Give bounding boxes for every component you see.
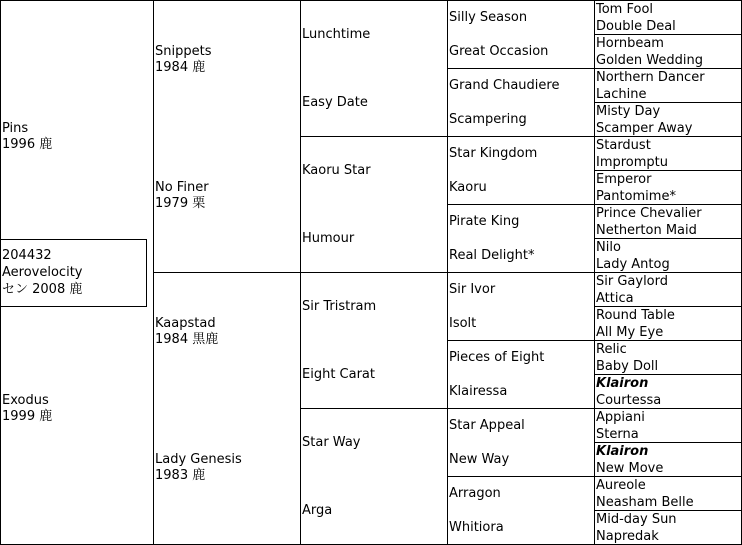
subject-sex-year-color: セン 2008 鹿 <box>2 282 83 297</box>
grid-line <box>594 34 742 35</box>
grid-line <box>594 510 742 511</box>
gen4-ancestor: Pieces of Eight <box>449 350 545 365</box>
gen5-ancestor: Baby Doll <box>596 359 659 374</box>
gen5-ancestor: Attica <box>596 291 634 306</box>
gen4-ancestor: Silly Season <box>449 10 528 25</box>
gen5-ancestor: Pantomime* <box>596 189 676 204</box>
gen3-ancestor: Sir Tristram <box>302 299 377 314</box>
gen5-ancestor-highlight: Klairon <box>596 376 649 391</box>
grid-line <box>594 102 742 103</box>
gen3-ancestor: Kaoru Star <box>302 163 371 178</box>
dam-name: Exodus <box>2 393 49 408</box>
grid-line <box>300 136 742 137</box>
gen5-ancestor: Netherton Maid <box>596 223 697 238</box>
gen4-ancestor: Whitiora <box>449 520 504 535</box>
gen2-ancestor-year: 1984 黒鹿 <box>155 332 219 347</box>
gen5-ancestor: Stardust <box>596 138 651 153</box>
gen5-ancestor: Impromptu <box>596 155 669 170</box>
gen5-ancestor: Emperor <box>596 172 652 187</box>
grid-line <box>447 476 742 477</box>
gen4-ancestor: Scampering <box>449 112 527 127</box>
gen5-ancestor: Scamper Away <box>596 121 693 136</box>
gen3-ancestor: Eight Carat <box>302 367 375 382</box>
grid-line <box>153 272 742 273</box>
sire-name: Pins <box>2 121 29 136</box>
gen3-ancestor: Star Way <box>302 435 361 450</box>
gen5-ancestor: Lachine <box>596 87 647 102</box>
gen4-ancestor: Kaoru <box>449 180 487 195</box>
grid-line <box>594 442 742 443</box>
gen5-ancestor: New Move <box>596 461 664 476</box>
gen4-ancestor: New Way <box>449 452 510 467</box>
gen5-ancestor: Sterna <box>596 427 639 442</box>
grid-line <box>0 0 1 545</box>
gen2-ancestor-year: 1979 栗 <box>155 196 206 211</box>
gen5-ancestor: Misty Day <box>596 104 661 119</box>
dam-year-color: 1999 鹿 <box>2 409 53 424</box>
gen2-ancestor-name: Kaapstad <box>155 316 216 331</box>
gen5-ancestor: Lady Antog <box>596 257 670 272</box>
gen4-ancestor: Star Appeal <box>449 418 525 433</box>
grid-line <box>594 374 742 375</box>
gen4-ancestor: Star Kingdom <box>449 146 538 161</box>
gen4-ancestor: Great Occasion <box>449 44 549 59</box>
grid-line <box>447 204 742 205</box>
gen4-ancestor: Sir Ivor <box>449 282 496 297</box>
grid-line <box>594 238 742 239</box>
gen4-ancestor: Grand Chaudiere <box>449 78 560 93</box>
gen5-ancestor: Courtessa <box>596 393 662 408</box>
gen4-ancestor: Real Delight* <box>449 248 535 263</box>
gen5-ancestor: Hornbeam <box>596 36 664 51</box>
gen5-ancestor: Prince Chevalier <box>596 206 702 221</box>
gen5-ancestor: Aureole <box>596 478 646 493</box>
grid-line <box>594 170 742 171</box>
gen5-ancestor-highlight: Klairon <box>596 444 649 459</box>
subject-id: 204432 <box>2 248 52 263</box>
gen5-ancestor: Sir Gaylord <box>596 274 669 289</box>
gen4-ancestor: Arragon <box>449 486 501 501</box>
gen5-ancestor: Northern Dancer <box>596 70 705 85</box>
subject-horse-box <box>0 239 147 307</box>
subject-name: Aerovelocity <box>2 265 83 280</box>
gen3-ancestor: Easy Date <box>302 95 368 110</box>
gen3-ancestor: Arga <box>302 503 333 518</box>
gen2-ancestor-year: 1983 鹿 <box>155 468 206 483</box>
grid-line <box>0 0 742 1</box>
gen5-ancestor: Napredak <box>596 529 659 544</box>
gen4-ancestor: Pirate King <box>449 214 520 229</box>
gen5-ancestor: Mid-day Sun <box>596 512 677 527</box>
grid-line <box>447 340 742 341</box>
gen5-ancestor: All My Eye <box>596 325 664 340</box>
sire-year-color: 1996 鹿 <box>2 137 53 152</box>
gen5-ancestor: Neasham Belle <box>596 495 694 510</box>
gen2-ancestor-name: No Finer <box>155 180 209 195</box>
gen2-ancestor-name: Lady Genesis <box>155 452 242 467</box>
gen5-ancestor: Nilo <box>596 240 621 255</box>
gen3-ancestor: Lunchtime <box>302 27 371 42</box>
gen5-ancestor: Tom Fool <box>596 2 654 17</box>
gen4-ancestor: Klairessa <box>449 384 508 399</box>
grid-line <box>300 408 742 409</box>
gen5-ancestor: Golden Wedding <box>596 53 703 68</box>
gen4-ancestor: Isolt <box>449 316 477 331</box>
grid-line <box>594 306 742 307</box>
gen5-ancestor: Round Table <box>596 308 675 323</box>
gen2-ancestor-year: 1984 鹿 <box>155 60 206 75</box>
gen2-ancestor-name: Snippets <box>155 44 212 59</box>
grid-line <box>447 68 742 69</box>
gen5-ancestor: Appiani <box>596 410 645 425</box>
gen5-ancestor: Relic <box>596 342 627 357</box>
gen3-ancestor: Humour <box>302 231 355 246</box>
gen5-ancestor: Double Deal <box>596 19 676 34</box>
